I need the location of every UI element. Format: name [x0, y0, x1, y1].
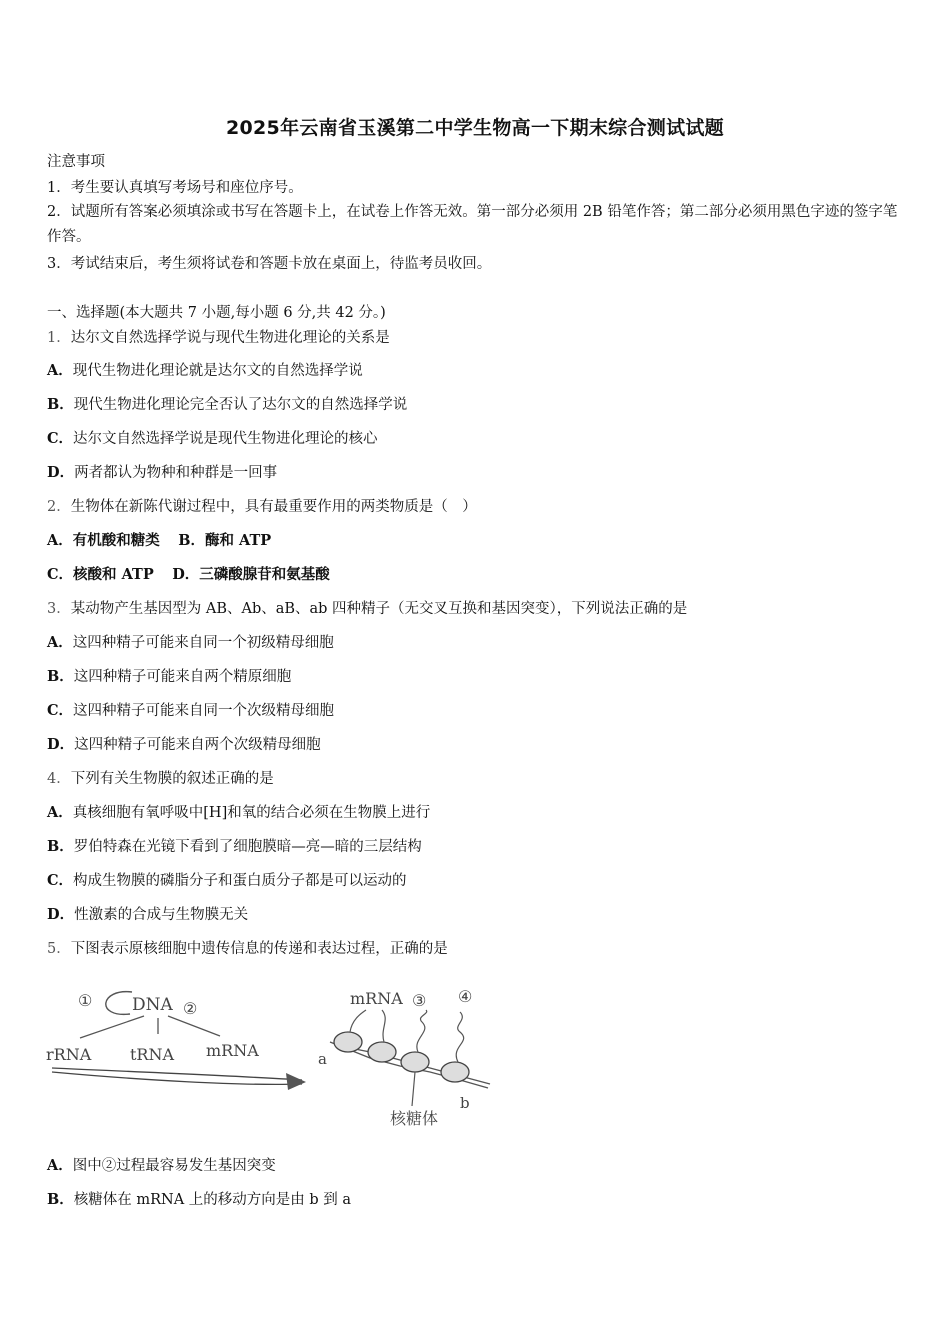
label-process-1: ① [78, 991, 93, 1010]
option-text: 核糖体在 mRNA 上的移动方向是由 b 到 a [73, 1192, 352, 1208]
option-text: 这四种精子可能来自同一个初级精母细胞 [72, 635, 334, 651]
option-letter: B． [47, 668, 74, 685]
question-3-stem [47, 599, 687, 619]
peptide-4 [456, 1012, 463, 1062]
q4-option-b [47, 837, 422, 857]
q3-option-b [47, 667, 291, 687]
question-text: 某动物产生基因型为 AB、Ab、aB、ab 四种精子（无交叉互换和基因突变），下列说法正确的是 [70, 601, 688, 617]
option-letter: D． [47, 906, 75, 923]
q5-option-b [47, 1190, 351, 1210]
notice-item-3: 3．考试结束后，考生须将试卷和答题卡放在桌面上，待监考员收回。 [47, 256, 492, 272]
arrow-to-mrna [168, 1016, 220, 1036]
option-text: 核酸和 ATP [73, 566, 154, 583]
option-letter: D． [47, 464, 75, 481]
option-letter: B． [178, 532, 205, 549]
option-letter: C． [47, 430, 74, 447]
ribosome-4 [441, 1062, 469, 1082]
q3-option-c [47, 701, 334, 721]
q4-option-a [47, 803, 430, 823]
arrow-head [286, 1073, 306, 1090]
section-heading: 一、选择题(本大题共 7 小题,每小题 6 分,共 42 分。) [47, 305, 386, 321]
option-letter: C． [47, 702, 74, 719]
question-text: 生物体在新陈代谢过程中，具有最重要作用的两类物质是（ ） [70, 499, 477, 515]
question-5-stem [47, 939, 448, 959]
ribosome-pointer [412, 1072, 415, 1106]
option-letter: A． [47, 532, 73, 549]
label-mrna-right: mRNA [350, 989, 403, 1008]
peptide-3 [417, 1010, 427, 1052]
option-letter: B． [47, 1191, 74, 1208]
q1-option-d [47, 463, 277, 483]
label-dna: DNA [132, 995, 173, 1015]
notice-heading: 注意事项 [47, 154, 105, 170]
q5-option-a [47, 1156, 276, 1176]
option-letter: A． [47, 804, 73, 821]
gene-expression-figure [40, 980, 500, 1130]
question-number: 2． [47, 499, 71, 515]
option-text: 两者都认为物种和种群是一回事 [74, 465, 278, 481]
option-letter: C． [47, 872, 74, 889]
label-ribosome: 核糖体 [390, 1109, 439, 1128]
option-text: 这四种精子可能来自同一个次级精母细胞 [73, 703, 335, 719]
option-text: 构成生物膜的磷脂分子和蛋白质分子都是可以运动的 [73, 873, 407, 889]
q1-option-a [47, 361, 363, 381]
q4-option-c [47, 871, 407, 891]
question-2-stem [47, 497, 477, 517]
option-text: 性激素的合成与生物膜无关 [74, 907, 249, 923]
option-text: 达尔文自然选择学说是现代生物进化理论的核心 [73, 431, 378, 447]
ribosome-3 [401, 1052, 429, 1072]
option-text: 现代生物进化理论完全否认了达尔文的自然选择学说 [73, 397, 408, 413]
label-process-3: ③ [412, 991, 427, 1010]
option-text: 三磷酸腺苷和氨基酸 [199, 566, 330, 583]
question-1-stem [47, 328, 390, 348]
option-letter: A． [47, 362, 73, 379]
label-rrna: rRNA [46, 1045, 92, 1064]
option-letter: D． [172, 566, 200, 583]
option-letter: D． [47, 736, 75, 753]
label-process-4: ④ [458, 987, 473, 1006]
q2-option-row-2 [47, 565, 330, 585]
option-letter: A． [47, 1157, 73, 1174]
label-end-a: a [318, 1050, 327, 1068]
question-number: 3． [47, 601, 71, 617]
question-text: 下图表示原核细胞中遗传信息的传递和表达过程，正确的是 [70, 941, 448, 957]
question-number: 5． [47, 941, 71, 957]
label-process-2: ② [183, 999, 198, 1018]
arrow-to-ribosomes-upper [52, 1068, 302, 1080]
option-text: 酶和 ATP [204, 532, 272, 549]
ribosome-1 [334, 1032, 362, 1052]
notice-item-1: 1．考生要认真填写考场号和座位序号。 [47, 180, 303, 196]
label-trna: tRNA [130, 1045, 175, 1064]
label-mrna-left: mRNA [206, 1041, 259, 1060]
q3-option-a [47, 633, 334, 653]
option-text: 图中②过程最容易发生基因突变 [72, 1158, 276, 1174]
option-letter: A． [47, 634, 73, 651]
option-letter: B． [47, 838, 74, 855]
peptide-1 [350, 1010, 366, 1032]
label-end-b: b [460, 1094, 470, 1112]
option-text: 现代生物进化理论就是达尔文的自然选择学说 [72, 363, 363, 379]
replication-loop-arrow [106, 992, 132, 1015]
peptide-2 [382, 1010, 385, 1042]
q3-option-d [47, 735, 321, 755]
question-number: 4． [47, 771, 71, 787]
q1-option-c [47, 429, 378, 449]
question-4-stem [47, 769, 274, 789]
option-text: 有机酸和糖类 [72, 532, 160, 549]
q4-option-d [47, 905, 248, 925]
option-text: 这四种精子可能来自两个次级精母细胞 [74, 737, 321, 753]
notice-item-2: 2．试题所有答案必须填涂或书写在答题卡上，在试卷上作答无效。第一部分必须用 2B 铅笔作答；第二部分必须用黑色字迹的签字笔作答。 [47, 204, 898, 245]
question-number: 1． [47, 330, 71, 346]
q2-option-row-1 [47, 531, 271, 551]
ribosome-2 [368, 1042, 396, 1062]
question-text: 达尔文自然选择学说与现代生物进化理论的关系是 [70, 330, 390, 346]
question-text: 下列有关生物膜的叙述正确的是 [70, 771, 274, 787]
option-text: 这四种精子可能来自两个精原细胞 [73, 669, 292, 685]
arrow-to-rrna [80, 1016, 144, 1038]
option-text: 真核细胞有氧呼吸中[H]和氧的结合必须在生物膜上进行 [72, 805, 431, 821]
option-letter: B． [47, 396, 74, 413]
page-title: 2025年云南省玉溪第二中学生物高一下期末综合测试试题 [226, 117, 724, 139]
option-letter: C． [47, 566, 74, 583]
q1-option-b [47, 395, 407, 415]
option-text: 罗伯特森在光镜下看到了细胞膜暗—亮—暗的三层结构 [73, 839, 422, 855]
